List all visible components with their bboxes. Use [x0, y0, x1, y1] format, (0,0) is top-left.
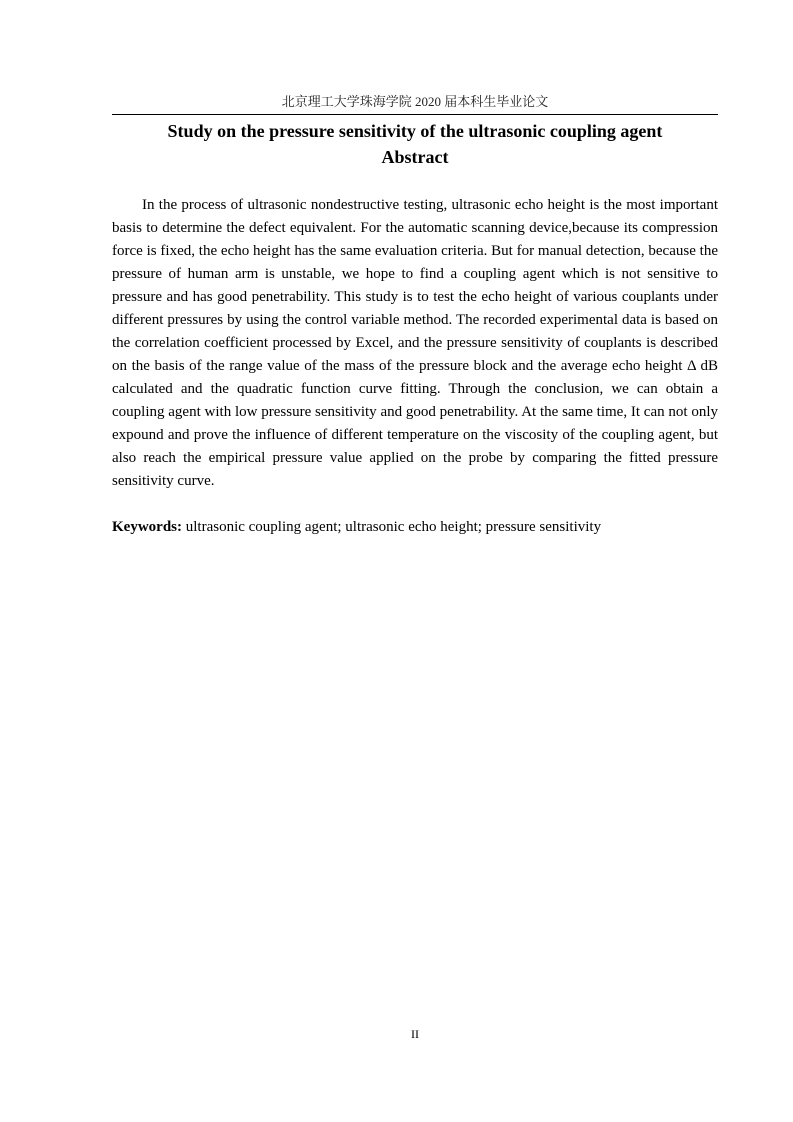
abstract-heading: Abstract: [381, 147, 449, 167]
paper-title: Study on the pressure sensitivity of the ultrasonic coupling agent: [167, 121, 663, 141]
abstract-body: In the process of ultrasonic nondestructive testing, ultrasonic echo height is the most important basis to determine the defect equivalent. For the automatic scanning device,because its compression force is fixed, the echo height has the same evaluation criteria. But for manual detection, because the pressure of human arm is unstable, we hope to find a coupling agent which is not sensitive to pressure and has good penetrability. This study is to test the echo height of various couplants under different pressures by using the control variable method. The recorded experimental data is based on the correlation coefficient processed by Excel, and the pressure sensitivity of couplants is described on the basis of the range value of the mass of the pressure block and the average echo height Δ dB calculated and the quadratic function curve fitting. Through the conclusion, we can obtain a coupling agent with low pressure sensitivity and good penetrability. At the same time, It can not only expound and prove the influence of different temperature on the viscosity of the coupling agent, but also reach the empirical pressure value applied on the probe by comparing the fitted pressure sensitivity curve.: [112, 197, 718, 489]
keywords-text: ultrasonic coupling agent; ultrasonic echo height; pressure sensitivity: [182, 519, 602, 535]
page-number: II: [411, 1027, 419, 1041]
running-header: 北京理工大学珠海学院 2020 届本科生毕业论文: [281, 94, 549, 109]
header-rule: [112, 114, 718, 115]
keywords-label: Keywords:: [112, 519, 182, 535]
keywords-line: [112, 516, 718, 539]
